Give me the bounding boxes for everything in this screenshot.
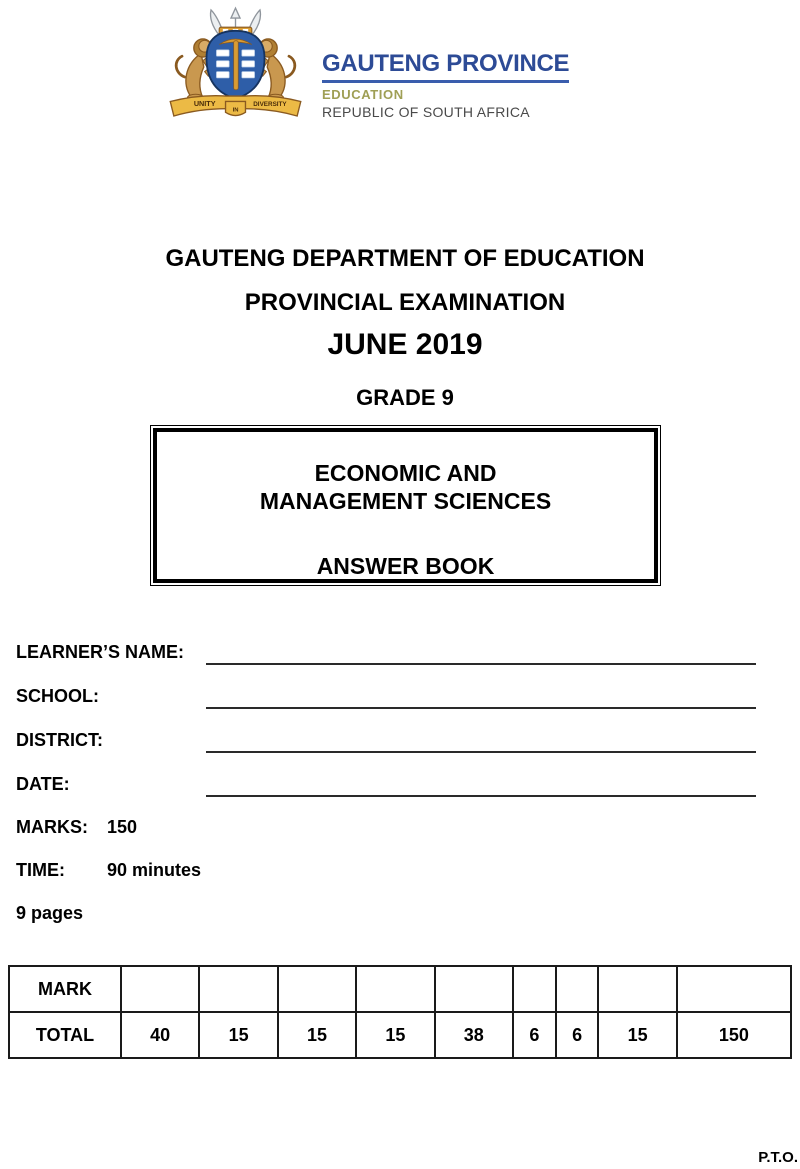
district-label: DISTRICT: xyxy=(16,730,103,750)
total-cell-4: 15 xyxy=(356,1012,434,1058)
logo-department-name: EDUCATION xyxy=(322,87,404,102)
field-row-date xyxy=(16,773,756,799)
motto-in: IN xyxy=(232,107,239,114)
mark-cell-3[interactable] xyxy=(278,966,356,1012)
coat-of-arms-icon xyxy=(163,6,308,129)
total-cell-7: 6 xyxy=(556,1012,599,1058)
pto-note: P.T.O. xyxy=(758,1149,798,1166)
crest-banner xyxy=(170,96,301,116)
district-input-line[interactable] xyxy=(206,729,756,753)
marks-value: 150 xyxy=(107,817,138,837)
motto-unity: UNITY xyxy=(193,99,216,109)
marks-label: MARKS: xyxy=(16,817,88,837)
learner-name-input-line[interactable] xyxy=(206,641,756,665)
subject-box-inner xyxy=(153,428,658,583)
school-label: SCHOOL: xyxy=(16,686,99,706)
mark-cell-5[interactable] xyxy=(435,966,513,1012)
learner-name-label: LEARNER’S NAME: xyxy=(16,642,185,662)
subject-box xyxy=(150,425,661,586)
mark-row-label: MARK xyxy=(9,966,121,1012)
gauteng-education-logo xyxy=(163,6,569,129)
total-cell-8: 15 xyxy=(598,1012,676,1058)
logo-country-name: REPUBLIC OF SOUTH AFRICA xyxy=(322,104,530,120)
total-row-label: TOTAL xyxy=(9,1012,121,1058)
field-row-district xyxy=(16,729,756,755)
mark-cell-7[interactable] xyxy=(556,966,599,1012)
total-cell-grand: 150 xyxy=(677,1012,791,1058)
time-label: TIME: xyxy=(16,860,65,880)
crest-shield xyxy=(207,31,265,99)
total-cell-6: 6 xyxy=(513,1012,556,1058)
motto-diversity: DIVERSITY xyxy=(253,101,287,109)
date-input-line[interactable] xyxy=(206,773,756,797)
total-cell-2: 15 xyxy=(199,1012,277,1058)
mark-cell-9[interactable] xyxy=(677,966,791,1012)
title-department: GAUTENG DEPARTMENT OF EDUCATION xyxy=(165,245,645,272)
mark-cell-6[interactable] xyxy=(513,966,556,1012)
field-row-learner-name xyxy=(16,641,756,667)
field-row-school xyxy=(16,685,756,711)
info-row-marks xyxy=(16,817,756,838)
total-cell-1: 40 xyxy=(121,1012,199,1058)
answer-book-label: ANSWER BOOK xyxy=(316,553,495,579)
total-cell-5: 38 xyxy=(435,1012,513,1058)
total-cell-3: 15 xyxy=(278,1012,356,1058)
pages-note: 9 pages xyxy=(16,903,84,923)
date-label: DATE: xyxy=(16,774,70,794)
subject-title-line2: MANAGEMENT SCIENCES xyxy=(259,488,552,514)
total-row xyxy=(9,1012,791,1058)
subject-title-line1: ECONOMIC AND xyxy=(314,460,497,486)
time-value: 90 minutes xyxy=(107,860,202,880)
mark-cell-4[interactable] xyxy=(356,966,434,1012)
logo-text-block xyxy=(322,6,569,129)
mark-table xyxy=(8,965,792,1059)
mark-cell-2[interactable] xyxy=(199,966,277,1012)
mark-row xyxy=(9,966,791,1012)
mark-cell-8[interactable] xyxy=(598,966,676,1012)
title-grade: GRADE 9 xyxy=(356,385,454,410)
mark-cell-1[interactable] xyxy=(121,966,199,1012)
logo-province-name: GAUTENG PROVINCE xyxy=(322,52,569,83)
title-examination: PROVINCIAL EXAMINATION xyxy=(244,289,566,316)
info-row-time xyxy=(16,860,756,881)
title-exam-date: JUNE 2019 xyxy=(327,328,483,361)
school-input-line[interactable] xyxy=(206,685,756,709)
